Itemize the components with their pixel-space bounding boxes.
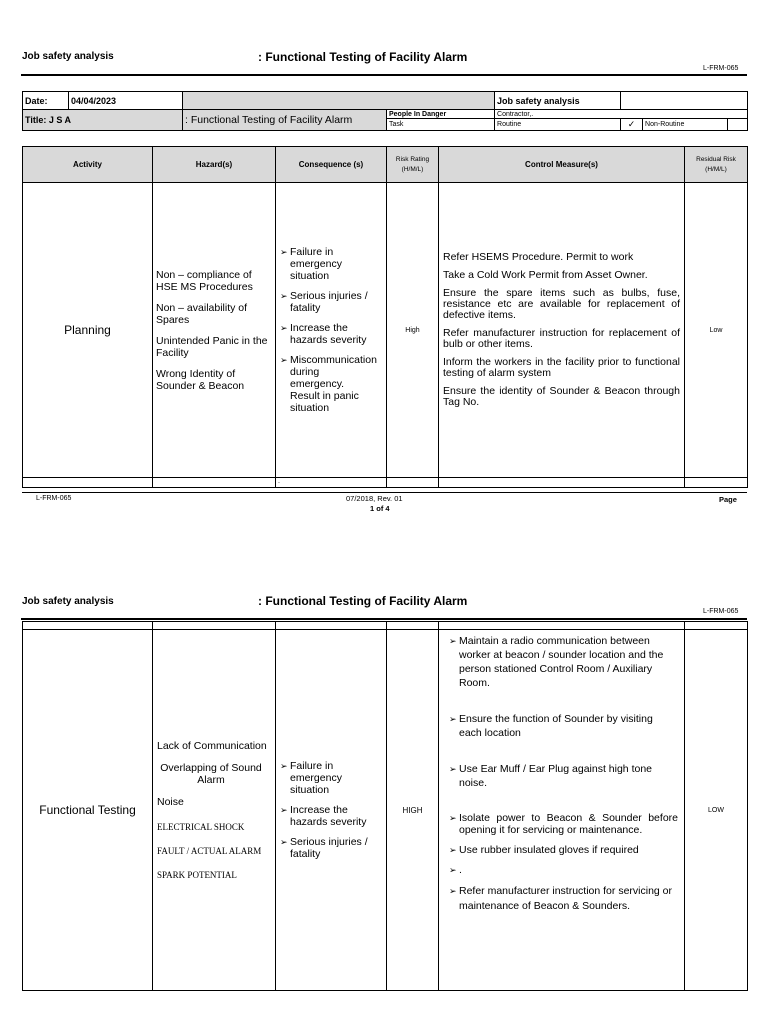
hazard-caps-item: FAULT / ACTUAL ALARM bbox=[157, 846, 262, 856]
blank-cell bbox=[153, 478, 276, 488]
page2-form-code: L-FRM-065 bbox=[703, 608, 739, 615]
title-value: : Functional Testing of Facility Alarm bbox=[183, 110, 387, 131]
control-item: ➢ Use Ear Muff / Ear Plug against high tone noise. bbox=[449, 762, 678, 790]
col-residual-label: Residual Risk bbox=[696, 155, 736, 163]
blank-cell-dot: . bbox=[276, 478, 387, 488]
controls-cell bbox=[439, 183, 685, 478]
hazards-cell-2 bbox=[153, 630, 276, 991]
control-item: ➢ . bbox=[449, 864, 678, 876]
consequence-item: ➢ Serious injuries / fatality bbox=[280, 836, 370, 860]
footer-code: L-FRM-065 bbox=[36, 495, 72, 502]
page1-header-rule bbox=[21, 74, 747, 76]
col-consequence: Consequence (s) bbox=[276, 147, 387, 183]
hazard-caps-item: SPARK POTENTIAL bbox=[157, 870, 237, 880]
activity-functional-testing: Functional Testing bbox=[23, 630, 153, 991]
consequence-item: ➢ Miscommunication during emergency. Result in panic situation bbox=[280, 354, 370, 414]
title-label: Title: J S A bbox=[23, 110, 183, 131]
risk-value-2: HIGH bbox=[387, 630, 439, 991]
footer-revision: 07/2018, Rev. 01 bbox=[346, 494, 403, 503]
page1-header-left: Job safety analysis bbox=[22, 51, 114, 62]
consequence-item: ➢ Increase the hazards severity bbox=[280, 804, 370, 828]
page2-header-left: Job safety analysis bbox=[22, 596, 114, 607]
page2-header-rule bbox=[21, 618, 747, 620]
col-risk-label: Risk Rating bbox=[395, 155, 430, 163]
control-item: Take a Cold Work Permit from Asset Owner. bbox=[443, 269, 648, 281]
control-item: Ensure the spare items such as bulbs, fuse, resistance etc are available for replacement of defective items. bbox=[443, 287, 680, 321]
consequence-item: ➢ Serious injuries / fatality bbox=[280, 290, 370, 314]
task-label: Task bbox=[387, 119, 495, 131]
hazard-item: Lack of Communication bbox=[157, 740, 267, 752]
col-residual-sub: (H/M/L) bbox=[705, 165, 727, 173]
blank-cell bbox=[23, 622, 153, 630]
consequence-item: ➢ Failure in emergency situation bbox=[280, 246, 370, 282]
routine-check: ✓ bbox=[621, 119, 643, 131]
page1-info-table bbox=[22, 91, 748, 131]
date-label: Date: bbox=[23, 92, 69, 110]
page2-header-title: : Functional Testing of Facility Alarm bbox=[258, 594, 468, 608]
jsa-label: Job safety analysis bbox=[495, 92, 621, 110]
blank-cell bbox=[23, 478, 153, 488]
blank-cell bbox=[387, 478, 439, 488]
page1-jsa-table bbox=[22, 146, 748, 488]
info-gray-cell bbox=[183, 92, 495, 110]
hazard-item: Overlapping of Sound Alarm bbox=[160, 762, 262, 786]
control-item: Refer HSEMS Procedure. Permit to work bbox=[443, 251, 634, 263]
blank-cell bbox=[153, 622, 276, 630]
blank-cell bbox=[387, 622, 439, 630]
controls-cell-2 bbox=[439, 630, 685, 991]
nonroutine-box bbox=[728, 119, 748, 131]
jsa-blank bbox=[621, 92, 748, 110]
date-value: 04/04/2023 bbox=[69, 92, 183, 110]
footer-page-label: Page bbox=[719, 495, 737, 504]
residual-value-2: LOW bbox=[685, 630, 748, 991]
control-item: ➢ Refer manufacturer instruction for servicing or maintenance of Beacon & Sounders. bbox=[449, 884, 678, 914]
hazard-caps-item: ELECTRICAL SHOCK bbox=[157, 822, 245, 832]
blank-cell bbox=[276, 622, 387, 630]
col-risk bbox=[387, 147, 439, 183]
footer-page-of: 1 of 4 bbox=[370, 504, 390, 513]
blank-cell bbox=[685, 478, 748, 488]
activity-planning: Planning bbox=[23, 183, 153, 478]
people-value: Contractor,. bbox=[495, 110, 748, 119]
control-item: ➢ Use rubber insulated gloves if required bbox=[449, 844, 678, 856]
control-item: ➢ Ensure the function of Sounder by visiting each location bbox=[449, 712, 678, 740]
blank-cell bbox=[685, 622, 748, 630]
col-hazard: Hazard(s) bbox=[153, 147, 276, 183]
risk-value: High bbox=[387, 183, 439, 478]
blank-cell bbox=[439, 478, 685, 488]
blank-cell bbox=[439, 622, 685, 630]
hazard-item: Non – availability of Spares bbox=[156, 301, 248, 326]
control-item: Ensure the identity of Sounder & Beacon through Tag No. bbox=[443, 385, 680, 408]
people-label: People In Danger bbox=[387, 110, 495, 119]
hazards-cell bbox=[153, 183, 276, 478]
routine-label: Routine bbox=[495, 119, 621, 131]
hazard-item: Unintended Panic in the Facility bbox=[156, 334, 268, 359]
page1-form-code: L-FRM-065 bbox=[703, 65, 739, 72]
residual-value: Low bbox=[685, 183, 748, 478]
hazard-item: Wrong Identity of Sounder & Beacon bbox=[156, 367, 245, 392]
control-item: ➢ Maintain a radio communication between worker at beacon / sounder location and the person stationed Control Room / Auxiliary Room. bbox=[449, 634, 678, 690]
consequences-cell-2 bbox=[276, 630, 387, 991]
col-residual bbox=[685, 147, 748, 183]
consequence-item: ➢ Failure in emergency situation bbox=[280, 760, 370, 796]
page1-header-title: : Functional Testing of Facility Alarm bbox=[258, 50, 468, 64]
control-item: Inform the workers in the facility prior to functional testing of alarm system bbox=[443, 356, 680, 379]
col-risk-sub: (H/M/L) bbox=[401, 165, 424, 173]
nonroutine-label: Non-Routine bbox=[643, 119, 728, 131]
page2-jsa-table bbox=[22, 621, 748, 991]
control-item: ➢ Isolate power to Beacon & Sounder before opening it for servicing or maintenance. bbox=[449, 812, 678, 836]
page1-footer-rule bbox=[22, 492, 747, 493]
hazard-item: Noise bbox=[157, 796, 184, 808]
hazard-item: Non – compliance of HSE MS Procedures bbox=[156, 268, 253, 293]
col-control: Control Measure(s) bbox=[439, 147, 685, 183]
consequence-item: ➢ Increase the hazards severity bbox=[280, 322, 370, 346]
consequences-cell bbox=[276, 183, 387, 478]
col-activity: Activity bbox=[23, 147, 153, 183]
control-item: Refer manufacturer instruction for replacement of bulb or other items. bbox=[443, 327, 680, 350]
